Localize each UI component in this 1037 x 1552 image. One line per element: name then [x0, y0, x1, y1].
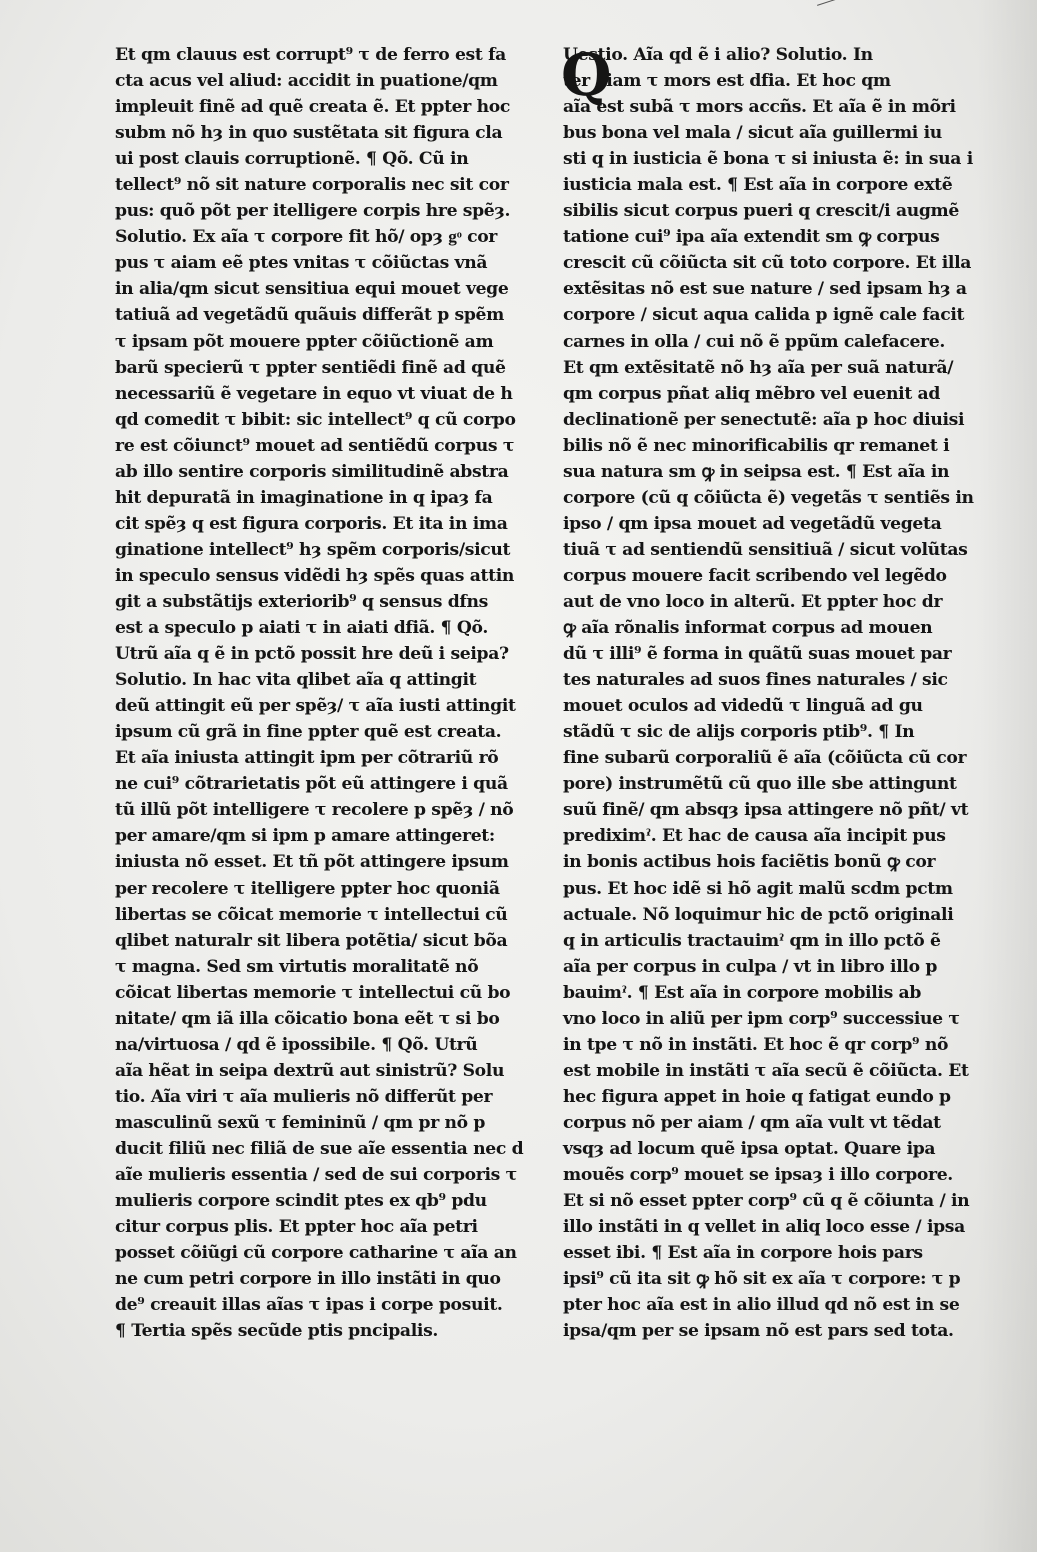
text-line: mouẽs corp⁹ mouet se ipsaȝ i illo corpore. — [563, 1165, 953, 1186]
text-line: aĩa est subã τ mors accñs. Et aĩa ẽ in mõri — [563, 97, 956, 118]
text-line: tatione cui⁹ ipa aĩa extendit sm ꝙ corpus — [563, 227, 940, 248]
text-line: cit spẽȝ q est figura corporis. Et ita in ima — [115, 513, 508, 534]
text-line: q in articulis tractauimˀ qm in illo pctõ ẽ — [563, 930, 941, 951]
text-line: est a speculo p aiati τ in aiati dfiã. ¶ Qõ. — [115, 618, 488, 639]
text-line: ꝙ aĩa rõnalis informat corpus ad mouen — [563, 618, 933, 639]
text-line: suũ finẽ/ qm absqȝ ipsa attingere nõ pñt/ vt — [563, 800, 969, 821]
text-line: deũ attingit eũ per spẽȝ/ τ aĩa iusti attingit — [115, 696, 516, 717]
left-text-column — [115, 42, 547, 1344]
text-line: aĩe mulieris essentia / sed de sui corporis τ — [115, 1165, 517, 1186]
text-line: barũ specierũ τ ppter sentiẽdi finẽ ad quẽ — [115, 357, 506, 378]
text-line: corpore / sicut aqua calida p ignẽ cale facit — [563, 305, 965, 326]
text-line: in bonis actibus hois faciẽtis bonũ ꝙ cor — [563, 852, 936, 873]
text-line: tellect⁹ nõ sit nature corporalis nec sit cor — [115, 175, 509, 196]
text-line: posset cõiũgi cũ corpore catharine τ aĩa an — [115, 1243, 517, 1264]
text-line: Solutio. In hac vita qlibet aĩa q attingit — [115, 670, 477, 691]
text-line: vno loco in aliũ per ipm corp⁹ successiue τ — [563, 1008, 960, 1029]
text-line: crescit cũ cõiũcta sit cũ toto corpore. Et illa — [563, 253, 972, 274]
text-line: qm corpus pñat aliq mẽbro vel euenit ad — [563, 383, 941, 404]
text-line: mulieris corpore scindit ptes ex qb⁹ pdu — [115, 1191, 487, 1212]
text-line: pore) instrumẽtũ cũ quo ille sbe attingunt — [563, 774, 957, 795]
text-line: est mobile in instãti τ aĩa secũ ẽ cõiũcta. Et — [563, 1060, 969, 1081]
text-line: ne cui⁹ cõtrarietatis põt eũ attingere i quã — [115, 774, 508, 795]
text-line: dũ τ illi⁹ ẽ forma in quãtũ suas mouet par — [563, 644, 952, 665]
binding-shadow — [977, 0, 1037, 1552]
text-line: Et aĩa iniusta attingit ipm per cõtrariũ rõ — [115, 748, 499, 769]
text-line: Utrũ aĩa q ẽ in pctõ possit hre deũ i seipa? — [115, 644, 509, 665]
text-line: bilis nõ ẽ nec minorificabilis qr remanet i — [563, 435, 950, 456]
text-line: pus. Et hoc idẽ si hõ agit malũ scdm pctm — [563, 878, 953, 899]
text-line: τ ipsam põt mouere ppter cõiũctionẽ am — [115, 331, 494, 352]
text-line: impleuit finẽ ad quẽ creata ẽ. Et ppter hoc — [115, 97, 510, 118]
text-line: aĩa hẽat in seipa dextrũ aut sinistrũ? Solu — [115, 1060, 505, 1081]
text-line: mouet oculos ad videdũ τ linguã ad gu — [563, 696, 923, 717]
text-line: per amare/qm si ipm p amare attingeret: — [115, 826, 495, 847]
text-line: ipsum cũ grã in fine ppter quẽ est creata. — [115, 722, 502, 743]
text-line: actuale. Nõ loquimur hic de pctõ originali — [563, 904, 954, 925]
text-line: per recolere τ itelligere ppter hoc quoniã — [115, 878, 500, 899]
text-line: stãdũ τ sic de alijs corporis ptib⁹. ¶ In — [563, 722, 915, 743]
text-line: ¶ Tertia spẽs secũde ptis pncipalis. — [115, 1321, 439, 1342]
text-line: illo instãti in q vellet in aliq loco esse / ipsa — [563, 1217, 965, 1238]
text-line: declinationẽ per senectutẽ: aĩa p hoc diuisi — [563, 409, 965, 430]
text-line: libertas se cõicat memorie τ intellectui cũ — [115, 904, 508, 925]
text-line: necessariũ ẽ vegetare in equo vt viuat de h — [115, 383, 513, 404]
text-line: pus τ aiam eẽ ptes vnitas τ cõiũctas vnã — [115, 253, 488, 274]
text-line: in alia/qm sicut sensitiua equi mouet vege — [115, 279, 509, 300]
text-line: sua natura sm ꝙ in seipsa est. ¶ Est aĩa in — [563, 461, 950, 482]
text-line: subm nõ hȝ in quo sustẽtata sit figura cla — [115, 123, 503, 144]
text-line: cõicat libertas memorie τ intellectui cũ bo — [115, 982, 511, 1003]
margin-pen-mark — [817, 0, 849, 15]
text-line: nitate/ qm iã illa cõicatio bona eẽt τ si bo — [115, 1008, 500, 1029]
text-line: Solutio. Ex aĩa τ corpore fit hõ/ opȝ gͦ cor — [115, 227, 498, 248]
text-line: na/virtuosa / qd ẽ ipossibile. ¶ Qõ. Utrũ — [115, 1034, 478, 1055]
text-line: tatiuã ad vegetãdũ quãuis differãt p spẽm — [115, 305, 504, 326]
text-line: in speculo sensus vidẽdi hȝ spẽs quas attin — [115, 565, 515, 586]
text-line: ipsi⁹ cũ ita sit ꝙ hõ sit ex aĩa τ corpore: τ p — [563, 1269, 961, 1290]
text-line: corpore (cũ q cõiũcta ẽ) vegetãs τ sentiẽs in — [563, 487, 974, 508]
text-line: git a substãtijs exteriorib⁹ q sensus dfns — [115, 591, 488, 612]
text-line: carnes in olla / cui nõ ẽ ppũm calefacere. — [563, 331, 945, 352]
text-line: de⁹ creauit illas aĩas τ ipas i corpe posuit. — [115, 1295, 503, 1316]
right-text-column — [563, 42, 983, 1344]
text-line: ui post clauis corruptionẽ. ¶ Qõ. Cũ in — [115, 149, 469, 170]
text-line: ab illo sentire corporis similitudinẽ abstra — [115, 461, 509, 482]
text-line: ginatione intellect⁹ hȝ spẽm corporis/sicut — [115, 539, 511, 560]
drop-cap: Q — [561, 41, 612, 109]
text-line: pus: quõ põt per itelligere corpis hre spẽȝ. — [115, 201, 511, 222]
text-line: corpus nõ per aiam / qm aĩa vult vt tẽdat — [563, 1112, 941, 1133]
text-line: sibilis sicut corpus pueri q crescit/i augmẽ — [563, 201, 959, 222]
text-line: ipso / qm ipsa mouet ad vegetãdũ vegeta — [563, 513, 942, 534]
text-line: aĩa per corpus in culpa / vt in libro illo p — [563, 956, 937, 977]
text-line: pter hoc aĩa est in alio illud qd nõ est in se — [563, 1295, 960, 1316]
text-line: masculinũ sexũ τ femininũ / qm pr nõ p — [115, 1112, 486, 1133]
text-line: cta acus vel aliud: accidit in puatione/qm — [115, 71, 498, 92]
text-line: tũ illũ põt intelligere τ recolere p spẽȝ / nõ — [115, 800, 514, 821]
text-line: esset ibi. ¶ Est aĩa in corpore hois pars — [563, 1243, 923, 1264]
text-line: aut de vno loco in alterũ. Et ppter hoc dr — [563, 591, 943, 612]
text-line: ter aiam τ mors est dfia. Et hoc qm — [563, 71, 891, 92]
text-line: hec figura appet in hoie q fatigat eundo p — [563, 1086, 951, 1107]
text-line: tiuã τ ad sentiendũ sensitiuã / sicut volũtas — [563, 539, 968, 560]
text-line: bus bona vel mala / sicut aĩa guillermi iu — [563, 123, 942, 144]
text-line: qlibet naturalr sit libera potẽtia/ sicut bõa — [115, 930, 508, 951]
text-line: iniusta nõ esset. Et tñ põt attingere ipsum — [115, 852, 509, 873]
text-line: ne cum petri corpore in illo instãti in quo — [115, 1269, 501, 1290]
text-line: fine subarũ corporaliũ ẽ aĩa (cõiũcta cũ cor — [563, 748, 967, 769]
text-line: ipsa/qm per se ipsam nõ est pars sed tota. — [563, 1321, 954, 1342]
text-line: extẽsitas nõ est sue nature / sed ipsam hȝ a — [563, 279, 967, 300]
text-line: citur corpus plis. Et ppter hoc aĩa petri — [115, 1217, 478, 1238]
text-line: τ magna. Sed sm virtutis moralitatẽ nõ — [115, 956, 479, 977]
text-line: vsqȝ ad locum quẽ ipsa optat. Quare ipa — [563, 1138, 936, 1159]
text-line: qd comedit τ bibit: sic intellect⁹ q cũ corpo — [115, 409, 516, 430]
text-line: in tpe τ nõ in instãti. Et hoc ẽ qr corp⁹ nõ — [563, 1034, 949, 1055]
text-line: tio. Aĩa viri τ aĩa mulieris nõ differũt per — [115, 1086, 493, 1107]
text-line: hit depuratã in imaginatione in q ipaȝ fa — [115, 487, 493, 508]
text-line: sti q in iusticia ẽ bona τ si iniusta ẽ: in sua i — [563, 149, 973, 170]
text-line: Et qm clauus est corrupt⁹ τ de ferro est fa — [115, 45, 506, 65]
text-line: re est cõiunct⁹ mouet ad sentiẽdũ corpus τ — [115, 435, 515, 456]
text-line: bauimˀ. ¶ Est aĩa in corpore mobilis ab — [563, 982, 921, 1003]
text-line: prediximˀ. Et hac de causa aĩa incipit pus — [563, 826, 946, 847]
text-line: iusticia mala est. ¶ Est aĩa in corpore extẽ — [563, 175, 953, 196]
text-line: ducit filiũ nec filiã de sue aĩe essentia nec d — [115, 1138, 524, 1159]
text-line: Et qm extẽsitatẽ nõ hȝ aĩa per suã naturã/ — [563, 357, 954, 378]
text-line: tes naturales ad suos fines naturales / sic — [563, 670, 948, 691]
text-line: Et si nõ esset ppter corp⁹ cũ q ẽ cõiunta / in — [563, 1191, 970, 1212]
text-line: corpus mouere facit scribendo vel legẽdo — [563, 565, 947, 586]
text-line: Uestio. Aĩa qd ẽ i alio? Solutio. In — [563, 45, 873, 65]
